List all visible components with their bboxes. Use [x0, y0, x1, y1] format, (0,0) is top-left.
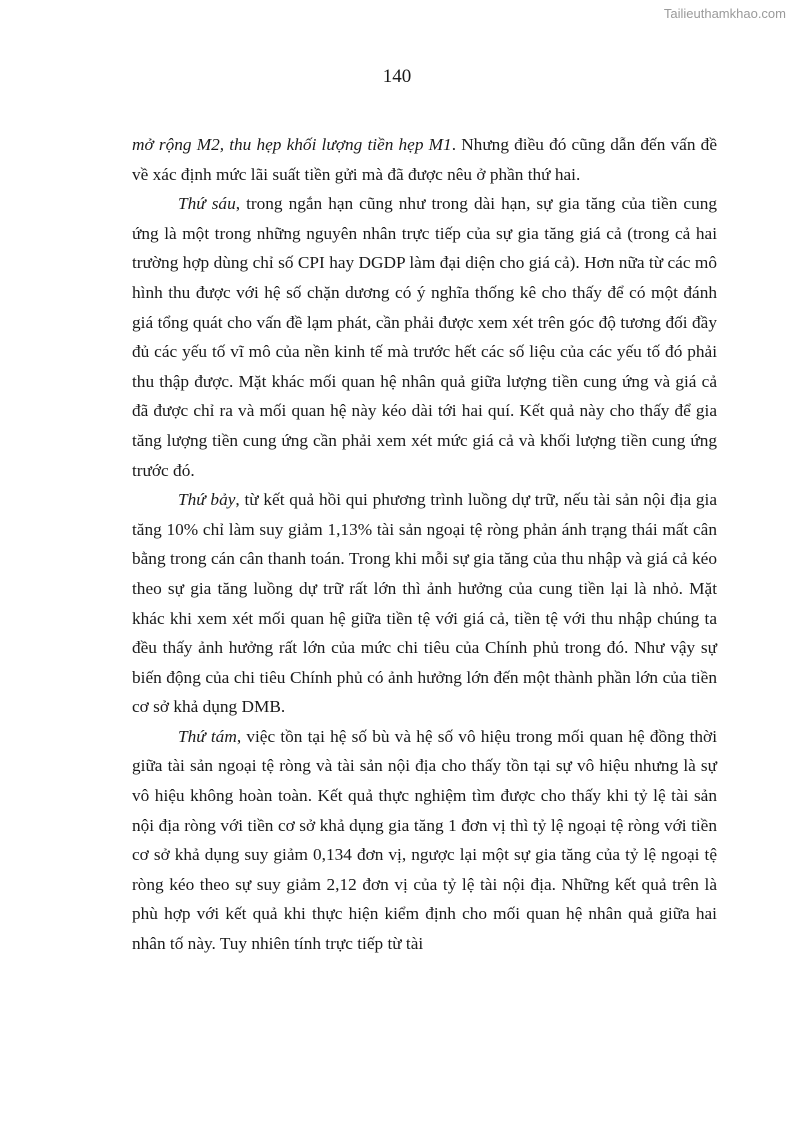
paragraph-text: , từ kết quả hồi qui phương trình luồng dự trữ, nếu tài sản nội địa gia tăng 10% chỉ làm suy giảm 1,13% tài sản ngoại tệ ròng phản ánh trạng thái mất cân bằng trong cán cân thanh toán. Trong khi mỗi sự gia tăng của thu nhập và giá cả kéo theo sự gia tăng luồng dự trữ rất lớn thì ảnh hưởng của cung tiền lại là nhỏ. Mặt khác khi xem xét mối quan hệ giữa tiền tệ với giá cả, tiền tệ với thu nhập chúng ta đều thấy ảnh hưởng rất lớn của mức chi tiêu của Chính phủ trong đó. Như vậy sự biến động của chi tiêu Chính phủ có ảnh hưởng lớn đến một thành phần lớn của tiền cơ sở khả dụng DMB. [132, 490, 718, 717]
paragraph-thu-tam [132, 722, 717, 959]
paragraph-continuation [132, 130, 717, 189]
watermark: Tailieuthamkhao.com [663, 6, 786, 21]
italic-lead: Thứ sáu [178, 194, 236, 214]
paragraph-thu-sau [132, 189, 717, 485]
document-body [132, 130, 717, 959]
italic-lead: Thứ bảy [178, 490, 236, 510]
paragraph-text: . Nhưng điều đó cũng dẫn đến vấn đề về xác định mức lãi suất tiền gửi mà đã được nêu ở phần thứ hai. [132, 135, 717, 184]
paragraph-text: , việc tồn tại hệ số bù và hệ số vô hiệu trong mối quan hệ đồng thời giữa tài sản ngoại tệ ròng và tài sản nội địa cho thấy tồn tại sự vô hiệu nhưng là sự vô hiệu không hoàn toàn. Kết quả thực nghiệm tìm được cho thấy khi tỷ lệ tài sản nội địa ròng với tiền cơ sở khả dụng gia tăng 1 đơn vị thì tỷ lệ ngoại tệ ròng với tiền cơ sở khả dụng suy giảm 0,134 đơn vị, ngược lại một sự gia tăng của tỷ lệ ngoại tệ ròng kéo theo sự suy giảm 2,12 đơn vị của tỷ lệ tài nội địa. Những kết quả trên là phù hợp với kết quả khi thực hiện kiểm định cho mối quan hệ nhân quả giữa hai nhân tố này. Tuy nhiên tính trực tiếp từ tài [132, 726, 718, 954]
page-number: 140 [382, 66, 412, 87]
paragraph-text: , trong ngắn hạn cũng như trong dài hạn, sự gia tăng của tiền cung ứng là một trong những nguyên nhân trực tiếp của sự gia tăng giá cả (trong cả hai trường hợp dùng chỉ số CPI hay DGDP làm đại diện cho giá cả). Hơn nữa từ các mô hình thu được với hệ số chặn dương có ý nghĩa thống kê cho thấy để có một đánh giá tổng quát cho vấn đề lạm phát, cần phải được xem xét trên góc độ tương đối đầy đủ các yếu tố vĩ mô của nền kinh tế mà trước hết các số liệu của các yếu tố đó phải thu thập được. Mặt khác mối quan hệ nhân quả giữa lượng tiền cung ứng và giá cả đã được chỉ ra và mối quan hệ này kéo dài tới hai quí. Kết quả này cho thấy để gia tăng lượng tiền cung ứng cần phải xem xét mức giá cả và khối lượng tiền cung ứng trước đó. [132, 194, 717, 480]
paragraph-thu-bay [132, 485, 717, 722]
italic-lead: mở rộng M2, thu hẹp khối lượng tiền hẹp M1 [132, 135, 452, 154]
italic-lead: Thứ tám [178, 726, 237, 746]
